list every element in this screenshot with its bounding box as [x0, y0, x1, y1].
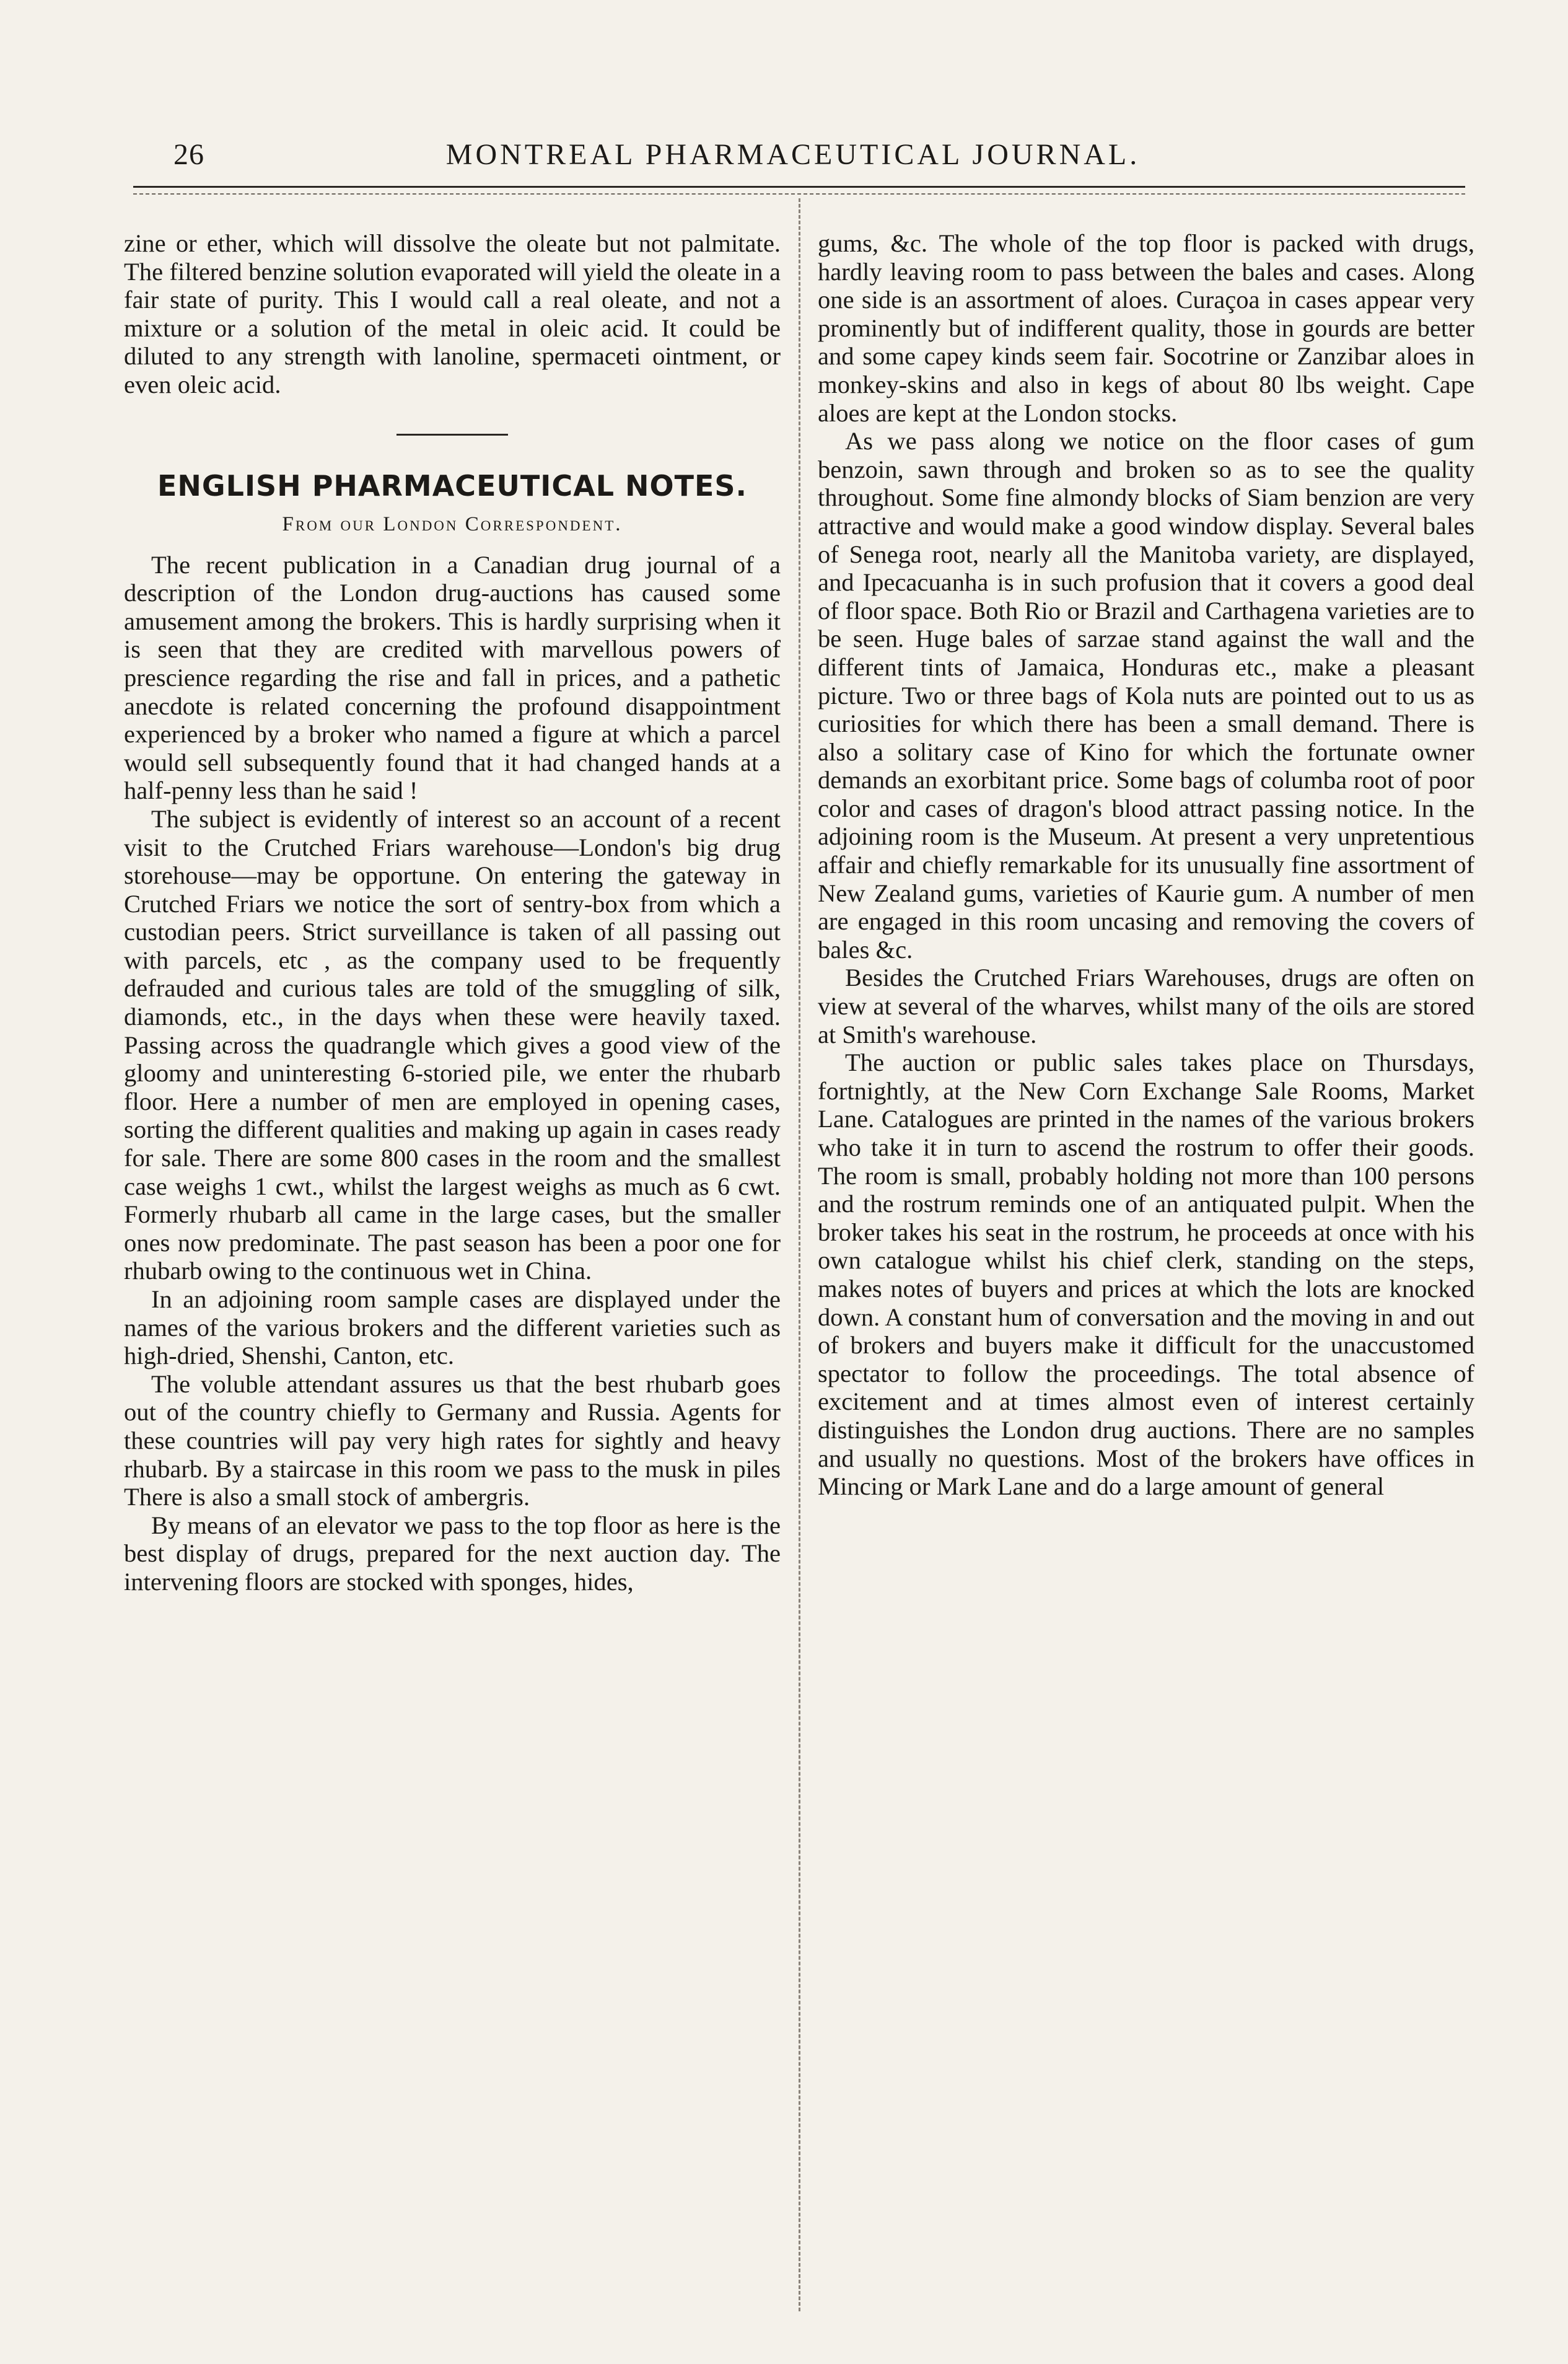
section-title: ENGLISH PHARMACEUTICAL NOTES.	[157, 468, 748, 503]
right-column	[818, 229, 1474, 1501]
column-divider	[799, 198, 800, 2311]
paragraph: gums, &c. The whole of the top floor is packed with drugs, hardly leaving room to pass between the bales and cases. Along one side is an assortment of aloes. Curaçoa in cases appear very prominently but of indifferent quality, those in gourds are better and some capey kinds seem fair. Socotrine or Zanzibar aloes in monkey-skins and also in kegs of about 80 lbs weight. Cape aloes are kept at the London stocks.	[818, 229, 1474, 427]
paragraph: In an adjoining room sample cases are displayed under the names of the various brokers and the different varieties such as high-dried, Shenshi, Canton, etc.	[124, 1285, 781, 1370]
running-title: MONTREAL PHARMACEUTICAL JOURNAL.	[445, 138, 1141, 171]
paragraph: The subject is evidently of interest so an account of a recent visit to the Crutched Friars warehouse—London's big drug storehouse—may be opportune. On entering the gateway in Crutched Friars we notice the sort of sentry-box from which a custodian peers. Strict surveillance is taken of all passing out with parcels, etc , as the company used to be frequently defrauded and curious tales are told of the smuggling of silk, diamonds, etc., in the days when these were heavily taxed. Passing across the quadrangle which gives a good view of the gloomy and uninteresting 6-storied pile, we enter the rhubarb floor. Here a number of men are employed in opening cases, sorting the different qualities and making up again in cases ready for sale. There are some 800 cases in the room and the smallest case weighs 1 cwt., whilst the largest weighs as much as 6 cwt. Formerly rhubarb all came in the large cases, but the smaller ones now predominate. The past season has been a poor one for rhubarb owing to the continuous wet in China.	[124, 804, 781, 1285]
paragraph: The auction or public sales takes place on Thursdays, fortnightly, at the New Corn Exchange Sale Rooms, Market Lane. Catalogues are printed in the names of the various brokers who take it in turn to ascend the rostrum to offer their goods. The room is small, probably holding not more than 100 persons and the rostrum reminds one of an antiquated pulpit. When the broker takes his seat in the rostrum, he proceeds at once with his own catalogue whilst his chief clerk, standing on the steps, makes notes of buyers and prices at which the lots are knocked down. A constant hum of conversation and the moving in and out of brokers and buyers make it difficult for the unaccustomed spectator to follow the proceedings. The total absence of excitement and at times almost even of interest certainly distinguishes the London drug auctions. There are no samples and usually no questions. Most of the brokers have offices in Mincing or Mark Lane and do a large amount of general	[818, 1048, 1474, 1501]
page-header	[136, 138, 1450, 177]
paragraph: zine or ether, which will dissolve the oleate but not palmitate. The filtered benzine solution evaporated will yield the oleate in a fair state of purity. This I would call a real oleate, and not a mixture or a solution of the metal in oleic acid. It could be diluted to any strength with lanoline, spermaceti ointment, or even oleic acid.	[124, 229, 781, 398]
header-rule	[133, 186, 1465, 188]
paragraph: As we pass along we notice on the floor cases of gum benzoin, sawn through and broken so as to see the quality throughout. Some fine almondy blocks of Siam benzion are very attractive and would make a good window display. Several bales of Senega root, nearly all the Manitoba variety, are displayed, and Ipecacuanha is in such profusion that it covers a good deal of floor space. Both Rio or Brazil and Carthagena varieties are to be seen. Huge bales of sarzae stand against the wall and the different tints of Jamaica, Honduras etc., make a pleasant picture. Two or three bags of Kola nuts are pointed out to us as curiosities for which there has been a small demand. There is also a solitary case of Kino for which the fortunate owner demands an exorbitant price. Some bags of columba root of poor color and cases of dragon's blood attract passing notice. In the adjoining room is the Museum. At present a very unpretentious affair and chiefly remarkable for its unusually fine assortment of New Zealand gums, varieties of Kaurie gum. A number of men are engaged in this room uncasing and removing the covers of bales &c.	[818, 427, 1474, 964]
paragraph: By means of an elevator we pass to the top floor as here is the best display of drugs, prepared for the next auction day. The intervening floors are stocked with sponges, hides,	[124, 1511, 781, 1596]
byline: From our London Correspondent.	[282, 512, 623, 535]
left-column	[124, 229, 781, 1596]
paragraph: The recent publication in a Canadian drug journal of a description of the London drug-auctions has caused some amusement among the brokers. This is hardly surprising when it is seen that they are credited with marvellous powers of prescience regarding the rise and fall in prices, and a pathetic anecdote is related concerning the profound disappointment experienced by a broker who named a figure at which a parcel would sell subsequently found that it had changed hands at a half-penny less than he said !	[124, 550, 781, 805]
paragraph: Besides the Crutched Friars Warehouses, drugs are often on view at several of the wharves, whilst many of the oils are stored at Smith's warehouse.	[818, 964, 1474, 1048]
paragraph: The voluble attendant assures us that the best rhubarb goes out of the country chiefly to Germany and Russia. Agents for these countries will pay very high rates for sightly and heavy rhubarb. By a staircase in this room we pass to the musk in piles There is also a small stock of ambergris.	[124, 1369, 781, 1511]
page-number: 26	[173, 138, 204, 171]
section-divider	[396, 434, 508, 436]
header-rule-secondary	[133, 193, 1465, 195]
